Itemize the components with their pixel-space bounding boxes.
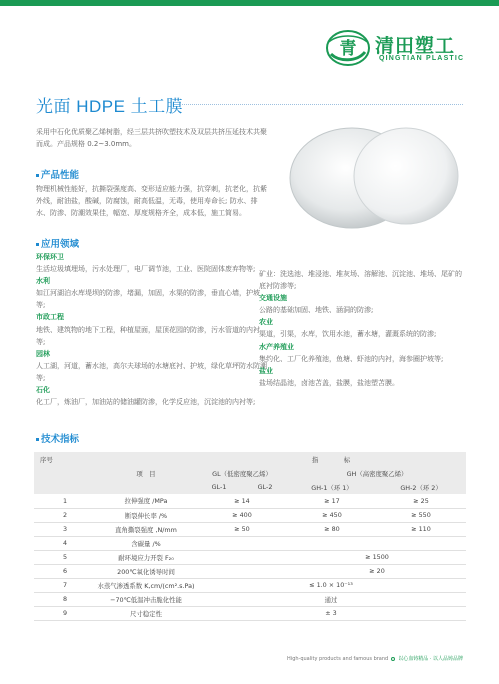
table-row [34, 536, 466, 550]
tech-heading [36, 431, 79, 445]
table-header-gh2: GH-2（环 2） [376, 480, 466, 494]
app-text-traffic: 公路的基础加固、地铁、涵洞的防渗; [259, 306, 374, 315]
app-label-salt: 盐业 [259, 366, 273, 375]
row-no: 5 [34, 550, 96, 564]
row-all: ≤ 1.0 × 10⁻¹³ [196, 578, 466, 592]
row-all: 通过 [196, 592, 466, 606]
table-header-gh1: GH-1（环 1） [288, 480, 376, 494]
row-item: 200℃氧化诱导时间 [96, 564, 196, 578]
app-text-garden: 人工湖，河道，蓄水池，高尔夫球场的水塘底衬、护坡，绿化草坪防水防潮等; [36, 361, 267, 382]
row-gh1: ≥ 80 [288, 522, 376, 536]
table-row [34, 606, 466, 620]
table-row [34, 592, 466, 606]
app-text-agri: 渠道，引渠，水库，饮用水池，蓄水塘，灌溉系统的防渗; [259, 330, 437, 339]
row-item: 拉伸强度 /MPa [96, 494, 196, 508]
table-row [34, 508, 466, 522]
row-no: 6 [34, 564, 96, 578]
applications-heading-text: 应用领域 [41, 239, 80, 250]
table-header-item: 项 目 [96, 466, 196, 480]
row-gh: ≥ 1500 [288, 550, 466, 564]
applications-heading [36, 236, 79, 250]
bullet-square-icon [36, 243, 39, 246]
bullet-square-icon [36, 174, 39, 177]
app-label-petro: 石化 [36, 386, 50, 395]
row-item: 尺寸稳定性 [96, 606, 196, 620]
app-label-municipal: 市政工程 [36, 313, 64, 322]
circle-separator-icon [391, 657, 395, 661]
app-text-salt: 盐场结晶池，卤池苫盖，盐膜，盐池塑苫膜。 [259, 378, 399, 387]
app-text-mining: 矿业：洗选池、堆浸池、堆灰场、溶解池、沉淀池、堆场、尾矿的底衬防渗等; [259, 270, 462, 291]
app-text-env: 生活垃圾填埋场，污水处理厂，电厂调节池，工业、医院固体废弃物等; [36, 265, 256, 274]
row-item: 水蒸气渗透系数 K,cm/(cm².s.Pa) [96, 578, 196, 592]
brand-name-cn: 清田塑工 [375, 35, 456, 57]
table-header-no: 序号 [34, 452, 96, 466]
row-no: 1 [34, 494, 96, 508]
app-text-aqua: 集约化、工厂化养殖池，鱼塘、虾池的内衬，海参圈护坡等; [259, 354, 444, 363]
features-text: 物理机械性能好，抗撕裂强度高、变形适应能力强，抗穿刺，抗老化，抗紫外线，耐油盐，酸碱，防腐蚀，耐高低温，无毒，使用寿命长; 防水、排水、防渗、防潮效果佳，幅宽、厚度规格齐全，成本低，施工简易。 [36, 185, 267, 218]
table-row [34, 494, 466, 508]
app-text-petro: 化工厂，炼油厂，加油站的储油罐防渗，化学反应池，沉淀池的内衬等; [36, 398, 256, 407]
table-row [34, 522, 466, 536]
footer-cn: 以心血铸精品 · 以人品铸品牌 [398, 656, 463, 662]
table-header-gh: GH（高密度聚乙烯） [288, 466, 466, 480]
table-row [34, 550, 466, 564]
row-gh1: ≥ 17 [288, 494, 376, 508]
tech-spec-table [34, 452, 466, 621]
page-title: 光面 HDPE 土工膜 [36, 97, 184, 116]
table-row [34, 578, 466, 592]
footer-slogan [287, 655, 463, 662]
footer-en: High-quality products and famous brand [287, 656, 389, 662]
row-item: −70℃低温冲击脆化性能 [96, 592, 196, 606]
top-accent-bar [0, 0, 499, 6]
table-header-gl2: GL-2 [242, 480, 288, 494]
applications-left-column [36, 251, 268, 408]
row-item: 含碳量 /% [96, 536, 196, 550]
app-text-water: 如江河湖泊水库堤坝的防渗，堵漏，加固，水渠的防渗，垂直心墙，护坡等; [36, 289, 260, 310]
brand-name-en: QINGTIAN PLASTIC [379, 55, 465, 62]
row-gh1: ≥ 450 [288, 508, 376, 522]
app-text-municipal: 地铁、建筑物的地下工程，种植屋面，屋顶花园的防渗，污水管道的内衬等; [36, 325, 260, 346]
app-label-traffic: 交通设施 [259, 294, 287, 303]
row-gh: ≥ 20 [288, 564, 466, 578]
row-no: 2 [34, 508, 96, 522]
app-label-aqua: 水产养殖业 [259, 342, 294, 351]
title-divider [180, 104, 463, 105]
features-heading [36, 167, 79, 181]
row-no: 4 [34, 536, 96, 550]
table-header-gl1: GL-1 [196, 480, 242, 494]
brand-logo [325, 28, 487, 68]
row-all: ± 3 [196, 606, 466, 620]
row-gl: ≥ 50 [196, 522, 288, 536]
row-item: 断裂伸长率 /% [96, 508, 196, 522]
features-heading-text: 产品性能 [41, 170, 80, 181]
app-label-agri: 农业 [259, 318, 273, 327]
intro-text: 采用中石化优质聚乙烯树脂，经三层共挤吹塑技术及双层共挤压延技术共聚而成。产品规格 0.2~3.0mm。 [36, 128, 267, 148]
app-label-garden: 园林 [36, 349, 50, 358]
row-no: 9 [34, 606, 96, 620]
row-gh2: ≥ 110 [376, 522, 466, 536]
product-film-image [282, 118, 468, 232]
row-gl: ≥ 14 [196, 494, 288, 508]
row-no: 7 [34, 578, 96, 592]
table-header-gl: GL（低密度聚乙烯） [196, 466, 288, 480]
qingtian-logo-icon [325, 28, 371, 68]
row-no: 8 [34, 592, 96, 606]
bullet-square-icon [36, 438, 39, 441]
row-item: 耐环境应力开裂 F₂₀ [96, 550, 196, 564]
logo-glyph: 青 [339, 39, 357, 59]
tech-heading-text: 技术指标 [41, 434, 80, 445]
row-item: 直角撕裂强度 ,N/mm [96, 522, 196, 536]
row-no: 3 [34, 522, 96, 536]
row-gh2: ≥ 25 [376, 494, 466, 508]
app-label-env: 环保环卫 [36, 253, 64, 261]
row-gl: ≥ 400 [196, 508, 288, 522]
table-row [34, 564, 466, 578]
applications-right-column [259, 268, 467, 389]
table-header-indicator: 指 标 [196, 452, 466, 466]
app-label-water: 水利 [36, 277, 50, 286]
row-gh2: ≥ 550 [376, 508, 466, 522]
